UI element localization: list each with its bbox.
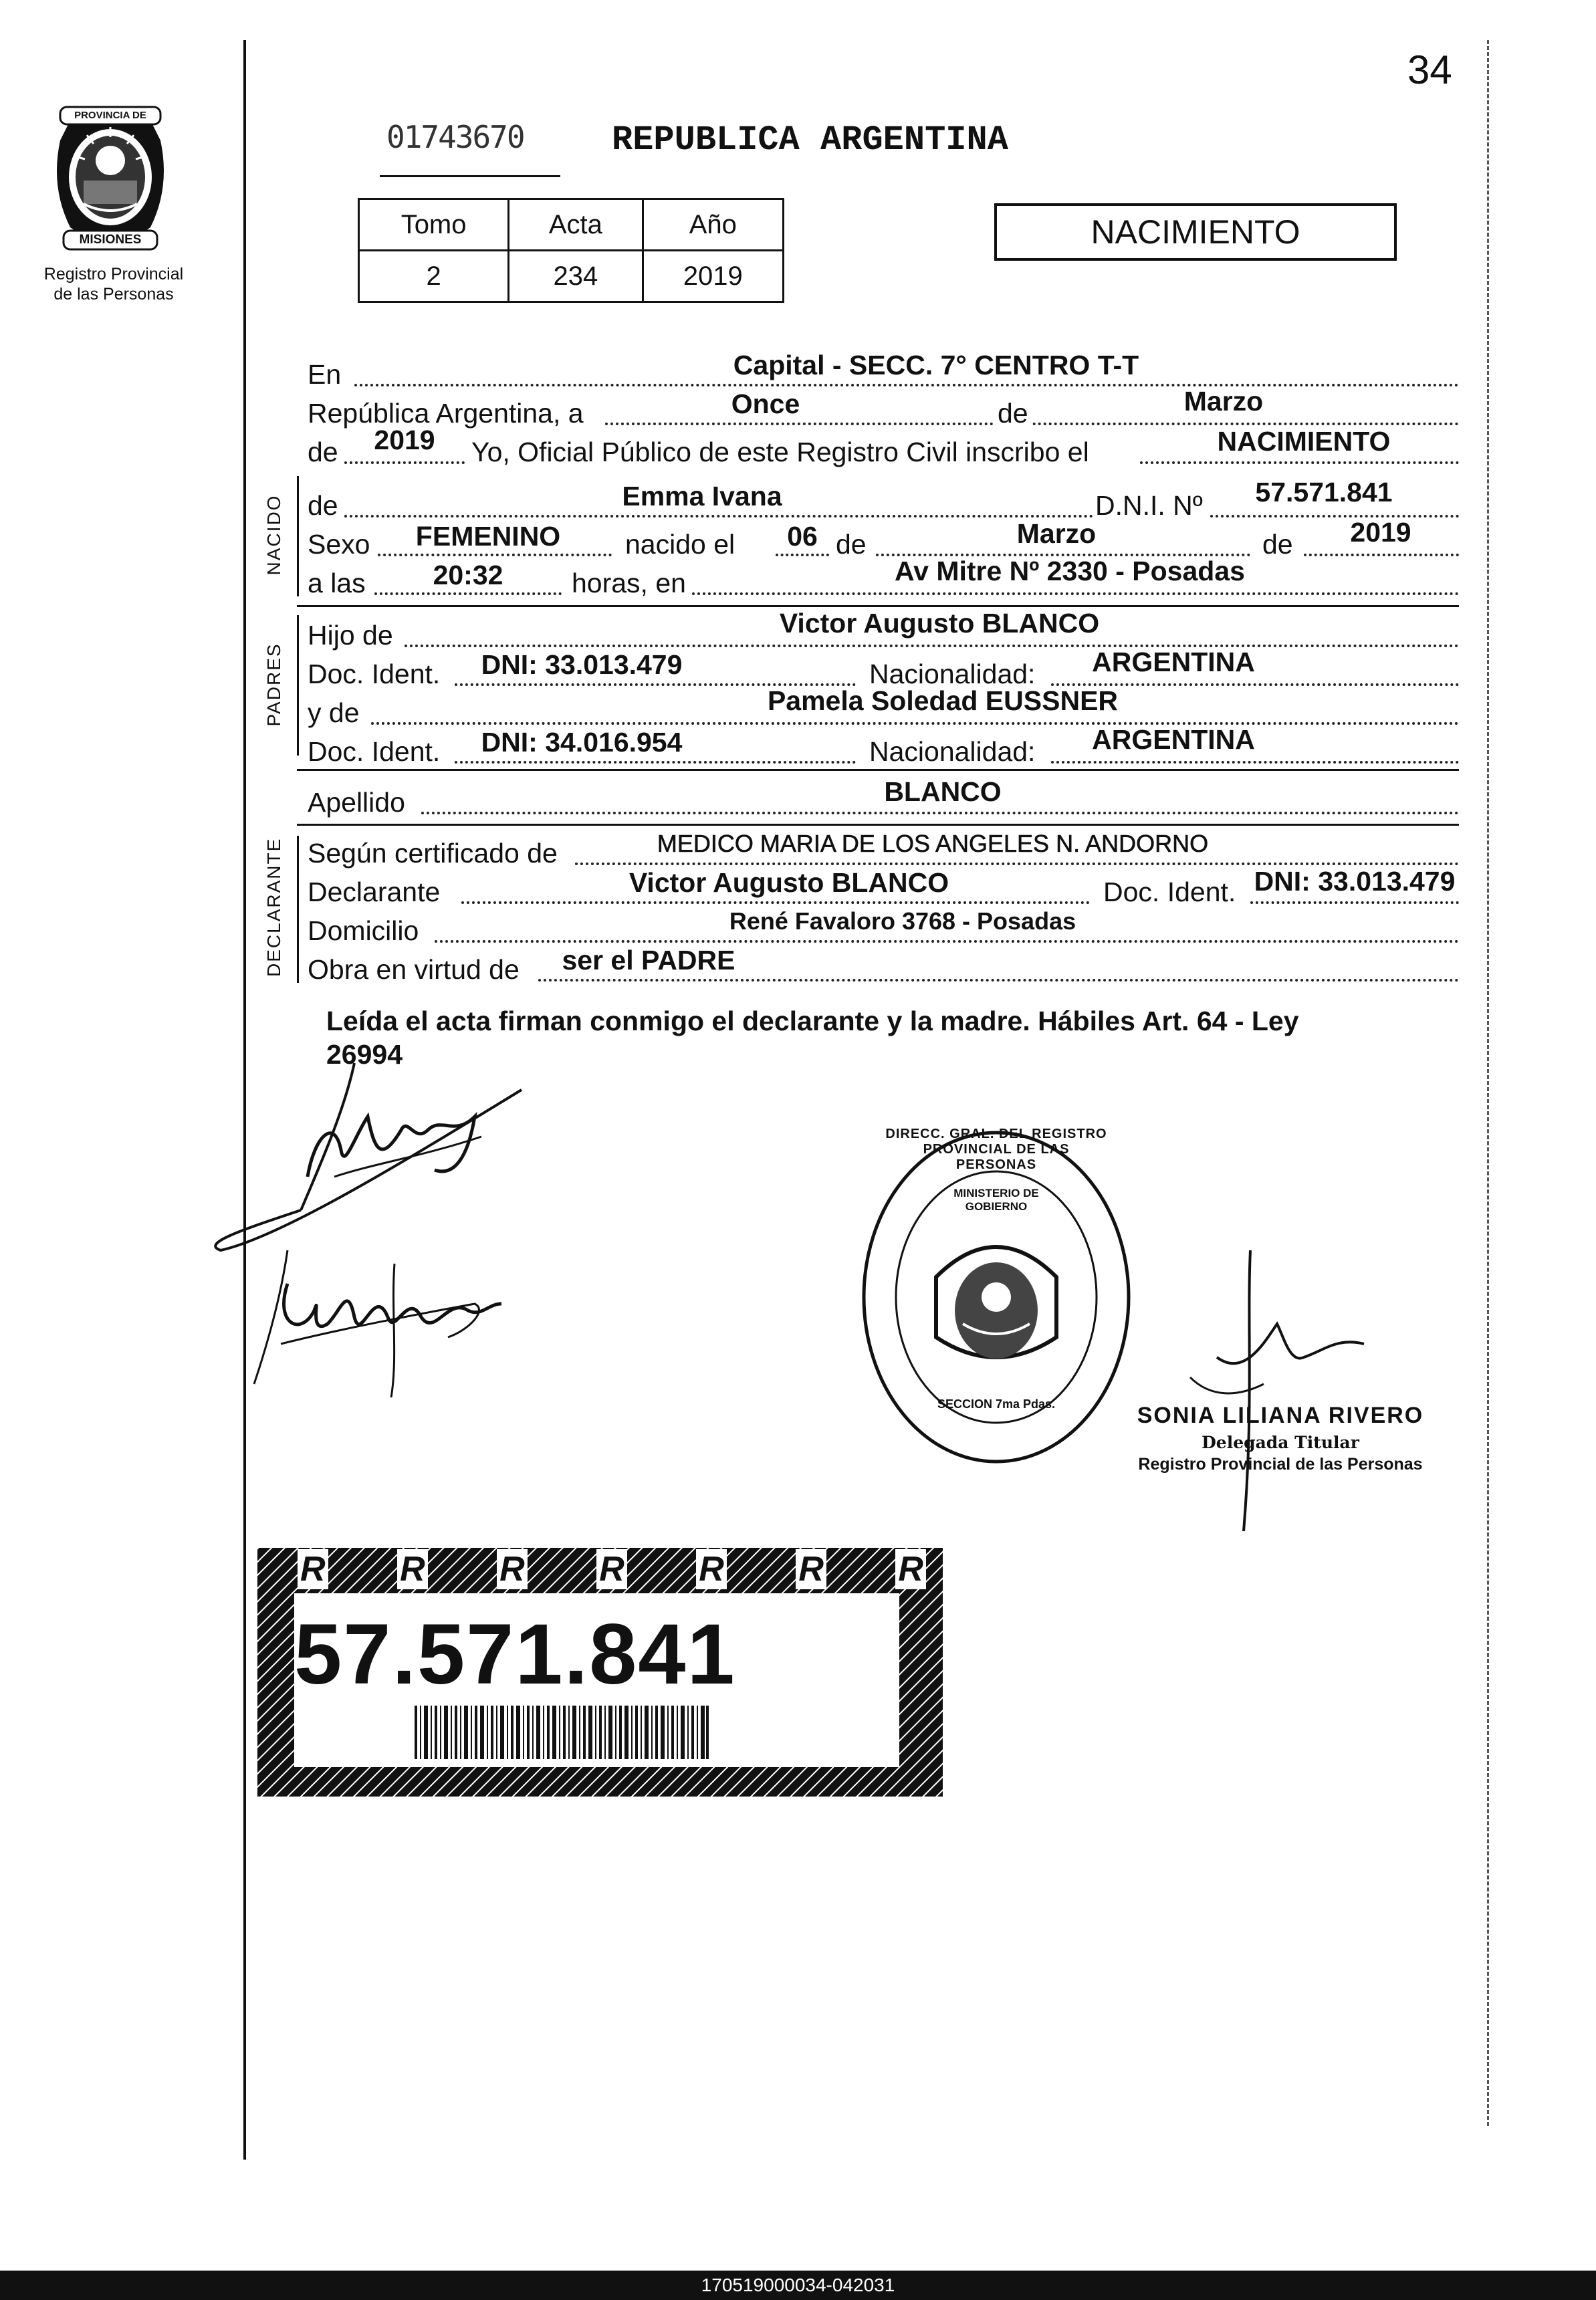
serial-underline	[380, 175, 560, 177]
madre-dots	[371, 722, 1459, 725]
reference-table	[358, 198, 784, 303]
seal-emblem-icon	[856, 1123, 1137, 1471]
official-role: Delegada Titular	[1202, 1433, 1359, 1452]
padre-nac-label: Nacionalidad:	[869, 659, 1036, 689]
dni-dots	[1210, 515, 1459, 518]
nacido-section-label: NACIDO	[263, 494, 284, 576]
en-dots	[354, 384, 1459, 386]
border-letter: R	[497, 1549, 528, 1589]
madre-nac-dots	[1051, 761, 1459, 764]
border-letter: R	[696, 1549, 727, 1589]
madre-doc-value: DNI: 34.016.954	[481, 727, 683, 758]
sticker-border-letters	[298, 1549, 926, 1589]
value-tomo: 2	[359, 251, 509, 302]
declarante-section-label: DECLARANTE	[263, 837, 284, 977]
padres-section-label: PADRES	[263, 643, 284, 727]
anio-value: 2019	[374, 425, 435, 455]
certificado-value: MEDICO MARIA DE LOS ANGELES N. ANDORNO	[657, 830, 1209, 857]
hora-dots	[374, 592, 562, 595]
seal-inner-text: MINISTERIO DE GOBIERNO	[953, 1187, 1039, 1213]
seal-bottom-text: SECCION 7ma Pdas.	[937, 1397, 1056, 1411]
declarante-doc-label: Doc. Ident.	[1103, 877, 1236, 907]
logo-banner-top: PROVINCIA DE	[74, 110, 146, 121]
padre-doc-label: Doc. Ident.	[308, 659, 441, 689]
value-anio: 2019	[643, 251, 783, 302]
nacido-anio-dots	[1304, 554, 1459, 556]
border-letter: R	[796, 1549, 826, 1589]
id-sticker	[257, 1548, 943, 1797]
reference-table-value-row	[359, 251, 784, 302]
record-type-box	[994, 203, 1397, 261]
inscribo-label: Yo, Oficial Público de este Registro Civil inscribo el	[471, 437, 1089, 467]
madre-nac-value: ARGENTINA	[1092, 724, 1255, 755]
value-acta: 234	[509, 251, 643, 302]
apellido-dots	[421, 812, 1459, 814]
obra-value: ser el PADRE	[562, 945, 735, 975]
certificado-label: Según certificado de	[308, 838, 558, 869]
padre-value: Victor Augusto BLANCO	[779, 608, 1100, 639]
nacido-anio-value: 2019	[1350, 517, 1411, 548]
nacido-dia-dots	[776, 554, 829, 556]
en-label: En	[308, 359, 342, 390]
madre-value: Pamela Soledad EUSSNER	[767, 685, 1119, 716]
padres-bracket	[297, 615, 299, 756]
obra-label: Obra en virtud de	[308, 954, 520, 985]
declarante-signature	[201, 1056, 548, 1270]
record-type: NACIMIENTO	[1091, 213, 1300, 251]
nacido-mes-value: Marzo	[1016, 518, 1097, 549]
footer-code: 170519000034-042031	[701, 2275, 895, 2295]
lugar-dots	[692, 592, 1459, 595]
madre-doc-dots	[455, 761, 856, 764]
sexo-dots	[378, 554, 612, 556]
padre-nac-value: ARGENTINA	[1092, 647, 1255, 677]
reference-table-header-row	[359, 199, 784, 251]
domicilio-label: Domicilio	[308, 915, 419, 946]
nacido-dia-value: 06	[787, 521, 818, 552]
border-letter: R	[895, 1549, 926, 1589]
dia-value: Once	[731, 388, 800, 419]
border-letter: R	[298, 1549, 328, 1589]
madre-nac-label: Nacionalidad:	[869, 736, 1036, 767]
inscribo-value: NACIMIENTO	[1217, 426, 1391, 457]
domicilio-value: René Favaloro 3768 - Posadas	[729, 907, 1076, 935]
hora-value: 20:32	[433, 560, 503, 590]
lugar-value: Av Mitre Nº 2330 - Posadas	[895, 556, 1245, 586]
official-office: Registro Provincial de las Personas	[1138, 1455, 1423, 1474]
official-seal	[856, 1123, 1137, 1471]
nacido-de-label-2: de	[836, 529, 867, 560]
nacido-bracket	[297, 476, 299, 596]
logo-caption-line2: de las Personas	[53, 285, 174, 304]
declarante-value: Victor Augusto BLANCO	[629, 867, 949, 898]
declarante-bracket	[297, 836, 299, 983]
anio-dots	[344, 461, 465, 464]
dni-value: 57.571.841	[1255, 477, 1393, 507]
serial-number: 01743670	[386, 119, 524, 155]
declarante-label: Declarante	[308, 877, 441, 907]
apellido-label: Apellido	[308, 787, 405, 818]
section-divider-1	[297, 605, 1459, 607]
sticker-number: 57.571.841	[294, 1607, 736, 1702]
nacido-nombre-dots	[344, 515, 1093, 518]
padre-doc-value: DNI: 33.013.479	[481, 649, 683, 680]
dni-label: D.N.I. Nº	[1095, 490, 1203, 521]
header-tomo: Tomo	[359, 199, 509, 251]
de-label-2: de	[308, 437, 338, 467]
certificado-dots	[575, 862, 1459, 865]
page-number: 34	[1407, 47, 1452, 92]
sticker-inner-panel	[294, 1593, 899, 1767]
header-acta: Acta	[509, 199, 643, 251]
en-value: Capital - SECC. 7° CENTRO T-T	[733, 350, 1139, 380]
header-anio: Año	[643, 199, 783, 251]
seal-outer-text: DIRECC. GRAL. DEL REGISTRO PROVINCIAL DE LAS PERSONAS	[885, 1127, 1107, 1172]
padre-dots	[405, 645, 1459, 647]
border-letter: R	[596, 1549, 627, 1589]
barcode-icon	[415, 1706, 709, 1759]
horas-en-label: horas, en	[572, 568, 686, 598]
declarante-dots	[461, 901, 1090, 904]
closing-line-1: Leída el acta firman conmigo el declarante y la madre. Hábiles Art. 64 - Ley	[326, 1006, 1299, 1036]
right-edge-marks	[1487, 40, 1489, 2126]
official-signature	[1163, 1244, 1377, 1538]
sexo-value: FEMENINO	[415, 521, 561, 552]
mes-value: Marzo	[1183, 386, 1264, 417]
de-label-1: de	[994, 400, 1032, 427]
declarante-doc-dots	[1250, 901, 1459, 904]
footer-bar	[0, 2271, 1596, 2300]
nacido-de-label: de	[308, 490, 338, 521]
sexo-label: Sexo	[308, 529, 370, 560]
declarante-doc-value: DNI: 33.013.479	[1254, 866, 1456, 897]
province-logo	[43, 100, 177, 261]
inscribo-dots	[1140, 461, 1459, 464]
madre-doc-label: Doc. Ident.	[308, 736, 441, 767]
logo-caption	[27, 264, 201, 304]
hijo-de-label: Hijo de	[308, 620, 393, 651]
obra-dots	[538, 979, 1459, 982]
official-block	[1107, 1403, 1454, 1474]
republica-label: República Argentina, a	[308, 398, 584, 429]
section-divider-3	[297, 824, 1459, 826]
logo-caption-line1: Registro Provincial	[43, 265, 184, 283]
closing-line-2: 26994	[326, 1039, 403, 1070]
section-divider-2	[297, 769, 1459, 771]
y-de-label: y de	[308, 697, 360, 728]
nacido-de-label-3: de	[1262, 529, 1293, 560]
nacido-nombre-value: Emma Ivana	[622, 481, 782, 511]
country-title: REPUBLICA ARGENTINA	[612, 120, 1008, 160]
logo-banner-bottom: MISIONES	[79, 233, 142, 247]
official-name: SONIA LILIANA RIVERO	[1137, 1403, 1424, 1428]
domicilio-dots	[435, 940, 1459, 943]
apellido-value: BLANCO	[884, 776, 1002, 807]
nacido-el-label: nacido el	[625, 529, 735, 560]
madre-signature	[247, 1244, 528, 1404]
a-las-label: a las	[308, 568, 366, 598]
border-letter: R	[397, 1549, 428, 1589]
